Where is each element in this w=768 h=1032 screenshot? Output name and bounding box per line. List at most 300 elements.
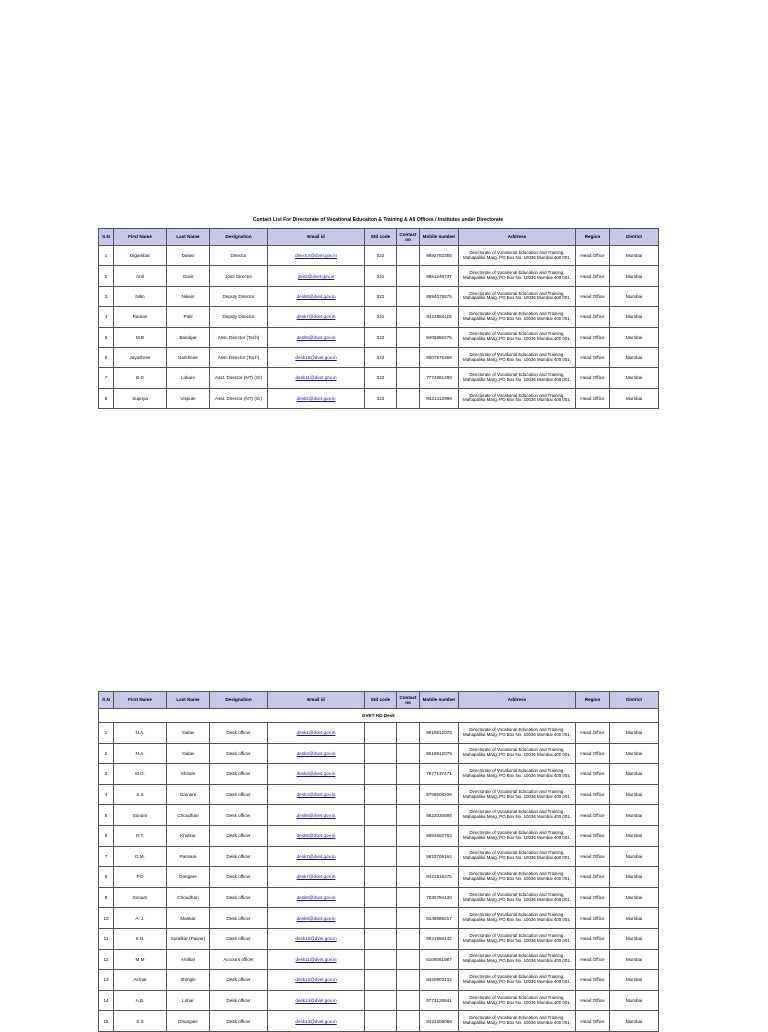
col-address-header: Address [459, 229, 576, 246]
email-cell [268, 867, 365, 888]
table-row [99, 846, 659, 867]
table-row [99, 805, 659, 826]
email-link[interactable]: desk13@dvet.gov.in [295, 997, 337, 1003]
last-name-cell: Gavit [167, 266, 210, 286]
district-cell: Mumbai [610, 887, 659, 908]
col-district-header: District [610, 229, 659, 246]
contact-no-cell [397, 970, 420, 991]
first-name-cell: H.T. [114, 825, 167, 846]
mobile-cell: 9405956275 [420, 327, 459, 347]
email-cell [268, 327, 365, 347]
std-code-cell [365, 949, 397, 970]
region-cell: Head Office [576, 990, 610, 1011]
designation-cell: Desk officer [210, 970, 268, 991]
col-sn-header: S.N [99, 229, 114, 246]
contact-no-cell [397, 887, 420, 908]
std-code-cell: 022 [365, 368, 397, 388]
std-code-cell: 022 [365, 327, 397, 347]
region-cell: Head Office [576, 887, 610, 908]
region-cell: Head Office [576, 388, 610, 408]
mobile-cell: 9822030898 [420, 805, 459, 826]
contact-no-cell [397, 347, 420, 367]
table-row [99, 246, 659, 266]
address-cell: Directorate of Vocational Education and Training, Mahapalika Marg, PO Box No. 10036 Mumbai 400 001. [459, 723, 576, 744]
address-cell: Directorate of Vocational Education and Training, Mahapalika Marg, PO Box No. 10036 Mumbai 400 001. [459, 388, 576, 408]
designation-cell: Deputy Director [210, 286, 268, 306]
region-cell: Head Office [576, 928, 610, 949]
email-cell [268, 949, 365, 970]
email-cell [268, 784, 365, 805]
email-cell [268, 246, 365, 266]
table-row [99, 1011, 659, 1032]
mobile-cell: 9082682783 [420, 825, 459, 846]
region-cell: Head Office [576, 286, 610, 306]
sn-cell: 8 [99, 388, 114, 408]
table-row [99, 867, 659, 888]
district-cell: Mumbai [610, 764, 659, 785]
designation-cell: Desk officer [210, 743, 268, 764]
district-cell: Mumbai [610, 723, 659, 744]
sn-cell: 1 [99, 246, 114, 266]
region-cell: Head Office [576, 908, 610, 929]
address-cell: Directorate of Vocational Education and Training, Mahapalika Marg, PO Box No. 10036 Mumbai 400 001. [459, 246, 576, 266]
contact-no-cell [397, 825, 420, 846]
table-row [99, 887, 659, 908]
contact-no-cell [397, 949, 420, 970]
region-cell: Head Office [576, 764, 610, 785]
table-row [99, 825, 659, 846]
district-cell: Mumbai [610, 784, 659, 805]
region-cell: Head Office [576, 784, 610, 805]
email-link[interactable]: desk12@dvet.gov.in [295, 977, 337, 983]
district-cell: Mumbai [610, 307, 659, 327]
designation-cell: Desk officer [210, 908, 268, 929]
col-std-code-header: Std code [365, 229, 397, 246]
designation-cell: Desk officer [210, 825, 268, 846]
col-first-name-header: First Name [114, 692, 167, 709]
email-link[interactable]: desk4@dvet.gov.in [296, 792, 336, 797]
mobile-cell: 9423208089 [420, 1011, 459, 1032]
email-cell [268, 723, 365, 744]
email-cell [268, 887, 365, 908]
address-cell: Directorate of Vocational Education and Training, Mahapalika Marg, PO Box No. 10036 Mumbai 400 001. [459, 764, 576, 785]
email-cell [268, 266, 365, 286]
region-cell: Head Office [576, 266, 610, 286]
mobile-cell: 7030784130 [420, 887, 459, 908]
sn-cell: 2 [99, 743, 114, 764]
contact-no-cell [397, 1011, 420, 1032]
col-designation-header: Designation [210, 229, 268, 246]
email-cell [268, 908, 365, 929]
first-name-cell: N.A. [114, 743, 167, 764]
region-cell: Head Office [576, 949, 610, 970]
std-code-cell [365, 846, 397, 867]
designation-cell: Deputy Director [210, 307, 268, 327]
col-email-header: Email id [268, 229, 365, 246]
email-cell [268, 970, 365, 991]
first-name-cell: P.D [114, 867, 167, 888]
contact-no-cell [397, 388, 420, 408]
first-name-cell: Asmat [114, 970, 167, 991]
region-cell: Head Office [576, 368, 610, 388]
designation-cell: Asst. Director (Tech) [210, 327, 268, 347]
district-cell: Mumbai [610, 805, 659, 826]
table-row [99, 347, 659, 367]
col-designation-header: Designation [210, 692, 268, 709]
district-cell: Mumbai [610, 347, 659, 367]
col-std-code-header: Std code [365, 692, 397, 709]
mobile-cell: 8149989217 [420, 908, 459, 929]
last-name-cell: Mankar [167, 908, 210, 929]
email-cell [268, 764, 365, 785]
first-name-cell: Sonam [114, 805, 167, 826]
mobile-cell: 9619912078 [420, 723, 459, 744]
std-code-cell [365, 723, 397, 744]
col-region-header: Region [576, 229, 610, 246]
first-name-cell: Jayashree [114, 347, 167, 367]
region-cell: Head Office [576, 327, 610, 347]
email-link[interactable]: desk2@dvet.gov.in [296, 395, 336, 401]
sn-cell: 13 [99, 970, 114, 991]
contact-no-cell [397, 928, 420, 949]
district-cell: Mumbai [610, 327, 659, 347]
email-cell [268, 307, 365, 327]
std-code-cell [365, 764, 397, 785]
section-row [99, 709, 659, 723]
email-link[interactable]: desk7@dvet.gov.in [296, 314, 336, 320]
table-row [99, 970, 659, 991]
table-row [99, 743, 659, 764]
mobile-cell: 9773128841 [420, 990, 459, 1011]
last-name-cell: Dongare [167, 867, 210, 888]
col-region-header: Region [576, 692, 610, 709]
last-name-cell: Pansare [167, 846, 210, 867]
table-row [99, 784, 659, 805]
designation-cell: Desk officer [210, 723, 268, 744]
address-cell: Directorate of Vocational Education and Training, Mahapalika Marg, PO Box No. 10036 Mumbai 400 001. [459, 368, 576, 388]
first-name-cell: S.S [114, 1011, 167, 1032]
first-name-cell: Nitin [114, 286, 167, 306]
address-cell: Directorate of Vocational Education and Training, Mahapalika Marg, PO Box No. 10036 Mumbai 400 001. [459, 846, 576, 867]
col-contact-no-header: Contact no [397, 229, 420, 246]
table-row [99, 368, 659, 388]
last-name-cell: Shingle [167, 970, 210, 991]
email-link[interactable]: desk11@dvet.gov.in [295, 375, 337, 381]
last-name-cell: Narkhede [167, 347, 210, 367]
sn-cell: 12 [99, 949, 114, 970]
designation-cell: Desk officer [210, 867, 268, 888]
std-code-cell [365, 805, 397, 826]
district-cell: Mumbai [610, 928, 659, 949]
sn-cell: 4 [99, 784, 114, 805]
region-cell: Head Office [576, 805, 610, 826]
std-code-cell [365, 867, 397, 888]
sn-cell: 15 [99, 1011, 114, 1032]
col-mobile-header: Mobile number [420, 692, 459, 709]
table-row [99, 908, 659, 929]
std-code-cell: 022 [365, 266, 397, 286]
email-link[interactable]: desk5@dvet.gov.in [296, 334, 336, 340]
table-row [99, 307, 659, 327]
district-cell: Mumbai [610, 743, 659, 764]
address-cell: Directorate of Vocational Education and Training, Mahapalika Marg, PO Box No. 10036 Mumbai 400 001. [459, 970, 576, 991]
region-cell: Head Office [576, 347, 610, 367]
email-cell [268, 846, 365, 867]
sn-cell: 6 [99, 825, 114, 846]
last-name-cell: Lohar [167, 990, 210, 1011]
sn-cell: 5 [99, 327, 114, 347]
address-cell: Directorate of Vocational Education and Training, Mahapalika Marg, PO Box No. 10036 Mumbai 400 001. [459, 266, 576, 286]
email-link[interactable]: desk10@dvet.gov.in [295, 936, 337, 942]
email-link[interactable]: desk5@dvet.gov.in [296, 812, 336, 818]
mobile-cell: 9420903432 [420, 970, 459, 991]
last-name-cell: Lokare [167, 368, 210, 388]
mobile-cell: 9421916275 [420, 867, 459, 888]
first-name-cell: M.M [114, 949, 167, 970]
last-name-cell: Choudhari [167, 805, 210, 826]
col-district-header: District [610, 692, 659, 709]
contact-table-ho-desk [98, 691, 659, 1032]
email-link[interactable]: desk2@dvet.gov.in [296, 750, 336, 756]
region-cell: Head Office [576, 825, 610, 846]
region-cell: Head Office [576, 867, 610, 888]
email-link[interactable]: desk8@dvet.gov.in [296, 293, 336, 299]
table-row [99, 764, 659, 785]
last-name-cell: Bandgar [167, 327, 210, 347]
sn-cell: 1 [99, 723, 114, 744]
contact-no-cell [397, 327, 420, 347]
email-cell [268, 347, 365, 367]
first-name-cell: Raman [114, 307, 167, 327]
email-cell [268, 286, 365, 306]
mobile-cell: 9594075575 [420, 286, 459, 306]
last-name-cell: Arolkar [167, 949, 210, 970]
contact-no-cell [397, 805, 420, 826]
address-cell: Directorate of Vocational Education and Training, Mahapalika Marg, PO Box No. 10036 Mumbai 400 001. [459, 949, 576, 970]
table-header-row [99, 692, 659, 709]
std-code-cell [365, 928, 397, 949]
address-cell: Directorate of Vocational Education and Training, Mahapalika Marg, PO Box No. 10036 Mumbai 400 001. [459, 743, 576, 764]
district-cell: Mumbai [610, 286, 659, 306]
region-cell: Head Office [576, 246, 610, 266]
table-row [99, 388, 659, 408]
address-cell: Directorate of Vocational Education and Training, Mahapalika Marg, PO Box No. 10036 Mumbai 400 001. [459, 990, 576, 1011]
first-name-cell: B.D [114, 368, 167, 388]
mobile-cell: 9421413998 [420, 388, 459, 408]
email-cell [268, 1011, 365, 1032]
sn-cell: 5 [99, 805, 114, 826]
first-name-cell: N.A. [114, 723, 167, 744]
email-link[interactable]: desk7@dvet.gov.in [296, 874, 336, 880]
sn-cell: 2 [99, 266, 114, 286]
contact-no-cell [397, 990, 420, 1011]
contact-no-cell [397, 784, 420, 805]
sn-cell: 3 [99, 764, 114, 785]
last-name-cell: Khutkar [167, 825, 210, 846]
sn-cell: 10 [99, 908, 114, 929]
table-row [99, 327, 659, 347]
designation-cell: Asst. Director (NT) (Sr) [210, 388, 268, 408]
designation-cell: Desk officer [210, 784, 268, 805]
email-link[interactable]: jtdir2@dvet.gov.in [297, 273, 335, 279]
designation-cell: Desk officer [210, 990, 268, 1011]
sn-cell: 8 [99, 867, 114, 888]
email-link[interactable]: desk8@dvet.gov.in [296, 894, 336, 900]
email-link[interactable]: desk9@dvet.gov.in [296, 915, 336, 921]
email-link[interactable]: desk1@dvet.gov.in [296, 730, 336, 736]
email-cell [268, 928, 365, 949]
last-name-cell: Nikam [167, 286, 210, 306]
first-name-cell: Supriya [114, 388, 167, 408]
sn-cell: 3 [99, 286, 114, 306]
email-cell [268, 825, 365, 846]
std-code-cell [365, 743, 397, 764]
sn-cell: 6 [99, 347, 114, 367]
first-name-cell: A. J. [114, 908, 167, 929]
table-row [99, 266, 659, 286]
sn-cell: 4 [99, 307, 114, 327]
mobile-cell: 9619912078 [420, 743, 459, 764]
col-contact-no-header: Contact no [397, 692, 420, 709]
region-cell: Head Office [576, 1011, 610, 1032]
col-first-name-header: First Name [114, 229, 167, 246]
contact-no-cell [397, 368, 420, 388]
table-row [99, 949, 659, 970]
first-name-cell: M.B [114, 327, 167, 347]
district-cell: Mumbai [610, 368, 659, 388]
email-link[interactable]: desk13@dvet.gov.in [295, 1018, 337, 1024]
designation-cell: Desk officer [210, 928, 268, 949]
address-cell: Directorate of Vocational Education and Training, Mahapalika Marg, PO Box No. 10036 Mumbai 400 001. [459, 307, 576, 327]
sn-cell: 7 [99, 368, 114, 388]
designation-cell: Desk officer [210, 887, 268, 908]
address-cell: Directorate of Vocational Education and Training, Mahapalika Marg, PO Box No. 10036 Mumbai 400 001. [459, 784, 576, 805]
address-cell: Directorate of Vocational Education and Training, Mahapalika Marg, PO Box No. 10036 Mumbai 400 001. [459, 805, 576, 826]
district-cell: Mumbai [610, 846, 659, 867]
designation-cell: Asst. Director (Tech) [210, 347, 268, 367]
first-name-cell: Anil [114, 266, 167, 286]
address-cell: Directorate of Vocational Education and Training, Mahapalika Marg, PO Box No. 10036 Mumbai 400 001. [459, 908, 576, 929]
sn-cell: 11 [99, 928, 114, 949]
col-email-header: Email id [268, 692, 365, 709]
std-code-cell [365, 887, 397, 908]
mobile-cell: 9769508206 [420, 784, 459, 805]
email-link[interactable]: desk11@dvet.gov.in [295, 956, 337, 962]
last-name-cell: Shinde [167, 764, 210, 785]
std-code-cell [365, 825, 397, 846]
std-code-cell: 022 [365, 246, 397, 266]
table-row [99, 723, 659, 744]
contact-no-cell [397, 867, 420, 888]
email-cell [268, 805, 365, 826]
mobile-cell: 7774991290 [420, 368, 459, 388]
district-cell: Mumbai [610, 990, 659, 1011]
contact-no-cell [397, 908, 420, 929]
district-cell: Mumbai [610, 266, 659, 286]
address-cell: Directorate of Vocational Education and Training, Mahapalika Marg, PO Box No. 10036 Mumbai 400 001. [459, 1011, 576, 1032]
district-cell: Mumbai [610, 867, 659, 888]
contact-no-cell [397, 266, 420, 286]
std-code-cell: 022 [365, 307, 397, 327]
address-cell: Directorate of Vocational Education and Training, Mahapalika Marg, PO Box No. 10036 Mumbai 400 001. [459, 286, 576, 306]
designation-cell: Desk officer [210, 1011, 268, 1032]
address-cell: Directorate of Vocational Education and Training, Mahapalika Marg, PO Box No. 10036 Mumbai 400 001. [459, 825, 576, 846]
std-code-cell [365, 1011, 397, 1032]
mobile-cell: 9422584115 [420, 307, 459, 327]
district-cell: Mumbai [610, 949, 659, 970]
contact-no-cell [397, 307, 420, 327]
mobile-cell: 8007975368 [420, 347, 459, 367]
last-name-cell: Gamare [167, 784, 210, 805]
col-last-name-header: Last Name [167, 692, 210, 709]
last-name-cell: Suralkar (Pawar) [167, 928, 210, 949]
address-cell: Directorate of Vocational Education and Training, Mahapalika Marg, PO Box No. 10036 Mumbai 400 001. [459, 347, 576, 367]
designation-cell: Asst. Director (NT) (Sr) [210, 368, 268, 388]
email-link[interactable]: desk7@dvet.gov.in [296, 853, 336, 859]
designation-cell: Joint Director [210, 266, 268, 286]
district-cell: Mumbai [610, 388, 659, 408]
designation-cell: Desk officer [210, 805, 268, 826]
region-cell: Head Office [576, 723, 610, 744]
std-code-cell: 022 [365, 388, 397, 408]
district-cell: Mumbai [610, 970, 659, 991]
contact-no-cell [397, 286, 420, 306]
last-name-cell: Yadav [167, 723, 210, 744]
std-code-cell [365, 990, 397, 1011]
email-cell [268, 990, 365, 1011]
first-name-cell: M.D. [114, 764, 167, 785]
mobile-cell: 7977137471 [420, 764, 459, 785]
email-link[interactable]: director@dvet.gov.in [295, 253, 337, 259]
email-link[interactable]: desk6@dvet.gov.in [296, 833, 336, 839]
designation-cell: Desk officer [210, 764, 268, 785]
mobile-cell: 9823709164 [420, 846, 459, 867]
email-link[interactable]: desk16@dvet.gov.in [295, 355, 337, 361]
district-cell: Mumbai [610, 908, 659, 929]
email-cell [268, 743, 365, 764]
sn-cell: 9 [99, 887, 114, 908]
table-header-row [99, 229, 659, 246]
last-name-cell: Dhangale [167, 1011, 210, 1032]
last-name-cell: Patil [167, 307, 210, 327]
first-name-cell: Digambar [114, 246, 167, 266]
mobile-cell: 9921958142 [420, 928, 459, 949]
first-name-cell: Sonam [114, 887, 167, 908]
document-title: Contact List For Directorate of Vocational Education & Training & All Offices / Institutes under Directorate [252, 217, 504, 223]
std-code-cell: 022 [365, 347, 397, 367]
contact-no-cell [397, 723, 420, 744]
designation-cell: Account officer [210, 949, 268, 970]
email-cell [268, 388, 365, 408]
std-code-cell [365, 970, 397, 991]
first-name-cell: S.S [114, 784, 167, 805]
col-last-name-header: Last Name [167, 229, 210, 246]
address-cell: Directorate of Vocational Education and Training, Mahapalika Marg, PO Box No. 10036 Mumbai 400 001. [459, 327, 576, 347]
last-name-cell: Choudhari [167, 887, 210, 908]
std-code-cell [365, 908, 397, 929]
section-title: DVET HO Desk [99, 709, 659, 723]
email-link[interactable]: desk3@dvet.gov.in [296, 771, 336, 777]
contact-table-directorate [98, 228, 659, 409]
col-address-header: Address [459, 692, 576, 709]
designation-cell: Director [210, 246, 268, 266]
contact-no-cell [397, 743, 420, 764]
col-sn-header: S.N [99, 692, 114, 709]
region-cell: Head Office [576, 307, 610, 327]
sn-cell: 14 [99, 990, 114, 1011]
email-cell [268, 368, 365, 388]
region-cell: Head Office [576, 970, 610, 991]
